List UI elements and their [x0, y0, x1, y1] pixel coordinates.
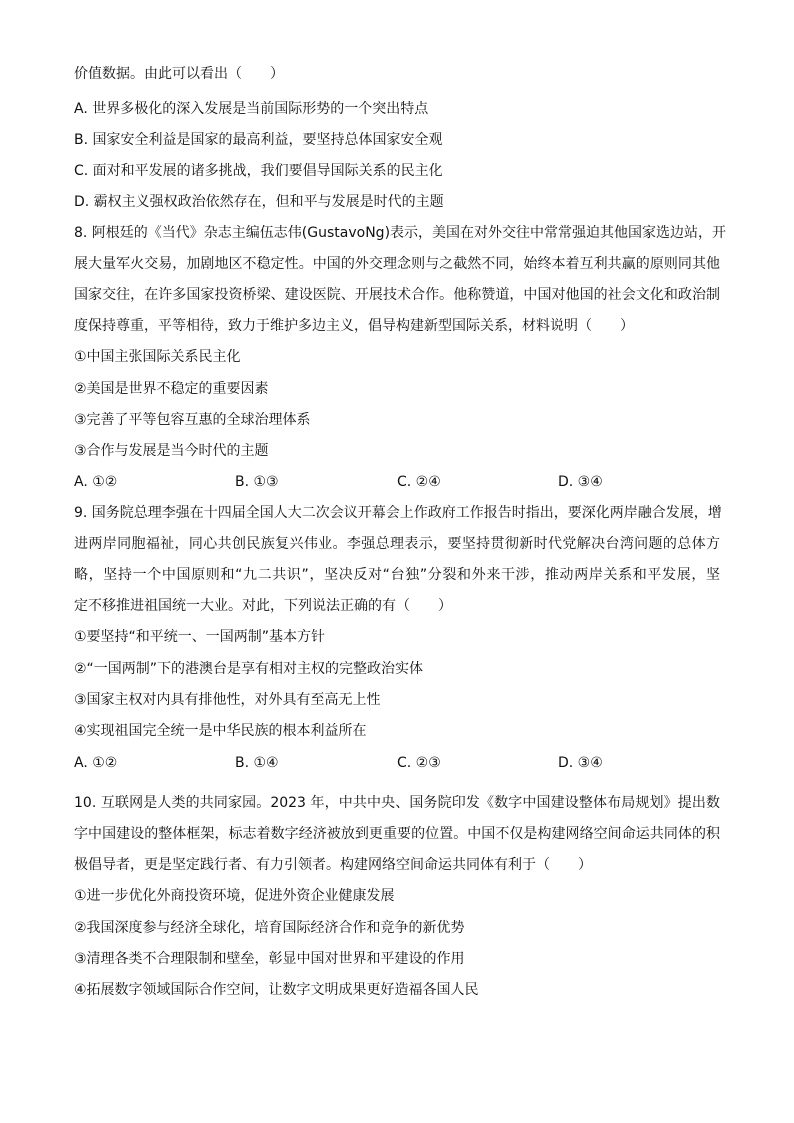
q9-stem-line-4: 定不移推进祖国统一大业。对此，下列说法正确的有（ ）: [74, 598, 452, 614]
q10-item-3: ③清理各类不合理限制和壁垒，彰显中国对世界和平建设的作用: [74, 951, 465, 967]
q9-choice-b: B. ①④: [235, 755, 279, 771]
q7-option-c: C. 面对和平发展的诸多挑战，我们要倡导国际关系的民主化: [74, 163, 443, 179]
q7-stem-tail: 价值数据。由此可以看出（ ）: [74, 66, 284, 82]
q9-item-1: ①要坚持“和平统一、一国两制”基本方针: [74, 629, 326, 645]
q9-choice-d: D. ③④: [558, 755, 603, 771]
q10-stem-line-3: 极倡导者，更是坚定践行者、有力引领者。构建网络空间命运共同体有利于（ ）: [74, 857, 592, 873]
q8-stem-line-2: 展大量军火交易，加剧地区不稳定性。中国的外交理念则与之截然不同，始终本着互利共赢的原则同其他: [74, 256, 720, 272]
q8-item-3: ③完善了平等包容互惠的全球治理体系: [74, 412, 311, 428]
q9-item-3: ③国家主权对内具有排他性，对外具有至高无上性: [74, 692, 381, 708]
q10-item-2: ②我国深度参与经济全球化，培育国际经济合作和竞争的新优势: [74, 920, 465, 936]
q9-choice-a: A. ①②: [74, 755, 118, 771]
q9-item-2: ②“一国两制”下的港澳台是享有相对主权的完整政治实体: [74, 661, 424, 677]
q9-stem-line-2: 进两岸同胞福祉，同心共创民族复兴伟业。李强总理表示，要坚持贯彻新时代党解决台湾问题的总体方: [74, 536, 720, 552]
q8-stem-line-1: 8. 阿根廷的《当代》杂志主编伍志伟(GustavoNg)表示，美国在对外交往中常常强迫其他国家选边站，开: [74, 225, 727, 241]
q10-item-4: ④拓展数字领域国际合作空间，让数字文明成果更好造福各国人民: [74, 982, 479, 998]
q9-stem-line-3: 略，坚持一个中国原则和“九二共识”，坚决反对“台独”分裂和外来干涉，推动两岸关系和平发展，坚: [74, 567, 720, 583]
q9-stem-line-1: 9. 国务院总理李强在十四届全国人大二次会议开幕会上作政府工作报告时指出，要深化两岸融合发展，增: [74, 505, 722, 521]
q7-option-b: B. 国家安全利益是国家的最高利益，要坚持总体国家安全观: [74, 132, 443, 148]
q10-stem-line-2: 字中国建设的整体框架，标志着数字经济被放到更重要的位置。中国不仅是构建网络空间命运共同体的积: [74, 826, 720, 842]
q9-choice-c: C. ②③: [397, 755, 441, 771]
q8-item-4: ③合作与发展是当今时代的主题: [74, 443, 269, 459]
q8-choice-d: D. ③④: [558, 474, 603, 490]
q7-option-a: A. 世界多极化的深入发展是当前国际形势的一个突出特点: [74, 101, 429, 117]
q8-item-2: ②美国是世界不稳定的重要因素: [74, 381, 269, 397]
q8-choice-b: B. ①③: [235, 474, 279, 490]
q10-item-1: ①进一步优化外商投资环境，促进外资企业健康发展: [74, 888, 395, 904]
q8-choice-a: A. ①②: [74, 474, 118, 490]
q9-item-4: ④实现祖国完全统一是中华民族的根本利益所在: [74, 723, 367, 739]
q8-choice-c: C. ②④: [397, 474, 441, 490]
q8-stem-line-3: 国家交往，在许多国家投资桥梁、建设医院、开展技术合作。他称赞道，中国对他国的社会文化和政治制: [74, 287, 720, 303]
q8-stem-line-4: 度保持尊重，平等相待，致力于维护多边主义，倡导构建新型国际关系，材料说明（ ）: [74, 318, 634, 334]
q8-item-1: ①中国主张国际关系民主化: [74, 349, 241, 365]
q7-option-d: D. 霸权主义强权政治依然存在，但和平与发展是时代的主题: [74, 194, 444, 210]
q10-stem-line-1: 10. 互联网是人类的共同家园。2023 年，中共中央、国务院印发《数字中国建设整体布局规划》提出数: [74, 795, 720, 811]
